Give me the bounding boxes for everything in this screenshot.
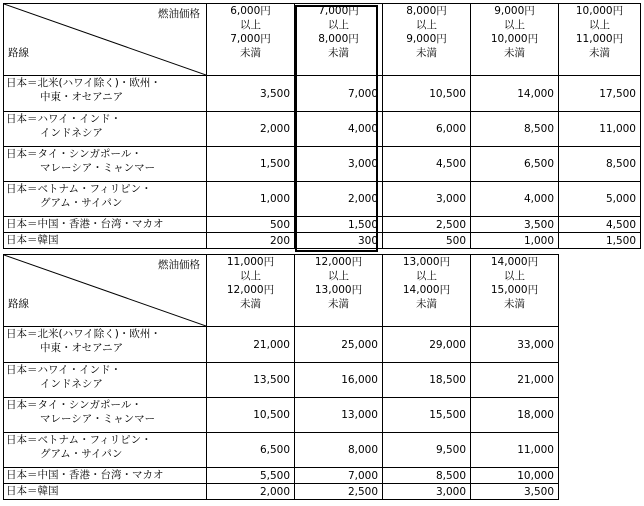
table-row <box>4 468 559 484</box>
price-range-header: 6,000円 以上 7,000円 未満 <box>207 4 295 76</box>
surcharge-value: 8,000 <box>295 433 383 468</box>
surcharge-value: 500 <box>383 233 471 249</box>
surcharge-value: 14,000 <box>471 76 559 112</box>
surcharge-value: 9,500 <box>383 433 471 468</box>
route-label: 日本＝韓国 <box>4 233 207 249</box>
surcharge-value: 3,500 <box>471 217 559 233</box>
surcharge-value: 2,000 <box>207 484 295 500</box>
surcharge-value: 13,500 <box>207 363 295 398</box>
route-header: 路線 <box>8 47 29 59</box>
surcharge-value: 13,000 <box>295 398 383 433</box>
table-row <box>4 182 641 217</box>
surcharge-value: 8,500 <box>471 112 559 147</box>
table-row <box>4 398 559 433</box>
surcharge-value: 200 <box>207 233 295 249</box>
surcharge-value: 10,500 <box>383 76 471 112</box>
surcharge-value: 11,000 <box>471 433 559 468</box>
table-row <box>4 327 559 363</box>
surcharge-value: 6,500 <box>471 147 559 182</box>
price-range-header: 12,000円 以上 13,000円 未満 <box>295 255 383 327</box>
surcharge-table-2 <box>3 254 559 500</box>
route-header: 路線 <box>8 298 29 310</box>
surcharge-value: 300 <box>295 233 383 249</box>
price-range-header: 7,000円 以上 8,000円 未満 <box>295 4 383 76</box>
surcharge-value: 29,000 <box>383 327 471 363</box>
surcharge-value: 3,000 <box>383 182 471 217</box>
route-label: 日本＝北米(ハワイ除く)・欧州・ 中東・オセアニア <box>4 327 207 363</box>
surcharge-value: 1,500 <box>559 233 641 249</box>
surcharge-value: 5,000 <box>559 182 641 217</box>
price-range-header: 13,000円 以上 14,000円 未満 <box>383 255 471 327</box>
surcharge-value: 5,500 <box>207 468 295 484</box>
price-range-header: 10,000円 以上 11,000円 未満 <box>559 4 641 76</box>
surcharge-value: 6,000 <box>383 112 471 147</box>
route-label: 日本＝ハワイ・インド・ インドネシア <box>4 112 207 147</box>
surcharge-value: 3,000 <box>295 147 383 182</box>
route-label: 日本＝ベトナム・フィリピン・ グアム・サイパン <box>4 182 207 217</box>
route-label: 日本＝北米(ハワイ除く)・欧州・ 中東・オセアニア <box>4 76 207 112</box>
surcharge-value: 1,000 <box>471 233 559 249</box>
route-label: 日本＝韓国 <box>4 484 207 500</box>
surcharge-value: 10,000 <box>471 468 559 484</box>
surcharge-value: 1,500 <box>207 147 295 182</box>
surcharge-value: 7,000 <box>295 76 383 112</box>
surcharge-value: 8,500 <box>559 147 641 182</box>
header-corner-cell <box>4 4 207 76</box>
surcharge-value: 25,000 <box>295 327 383 363</box>
surcharge-value: 21,000 <box>207 327 295 363</box>
table-row <box>4 112 641 147</box>
surcharge-value: 2,500 <box>295 484 383 500</box>
table-row <box>4 233 641 249</box>
header-corner-cell <box>4 255 207 327</box>
route-label: 日本＝ベトナム・フィリピン・ グアム・サイパン <box>4 433 207 468</box>
surcharge-value: 33,000 <box>471 327 559 363</box>
route-label: 日本＝中国・香港・台湾・マカオ <box>4 468 207 484</box>
route-label: 日本＝ハワイ・インド・ インドネシア <box>4 363 207 398</box>
price-range-header: 14,000円 以上 15,000円 未満 <box>471 255 559 327</box>
price-range-header: 11,000円 以上 12,000円 未満 <box>207 255 295 327</box>
surcharge-value: 6,500 <box>207 433 295 468</box>
surcharge-value: 17,500 <box>559 76 641 112</box>
fuel-price-header: 燃油価格 <box>158 259 200 271</box>
table-row <box>4 147 641 182</box>
surcharge-value: 4,500 <box>383 147 471 182</box>
surcharge-value: 2,500 <box>383 217 471 233</box>
price-range-header: 8,000円 以上 9,000円 未満 <box>383 4 471 76</box>
surcharge-value: 4,500 <box>559 217 641 233</box>
route-label: 日本＝タイ・シンガポール・ マレーシア・ミャンマー <box>4 398 207 433</box>
route-label: 日本＝中国・香港・台湾・マカオ <box>4 217 207 233</box>
table-row <box>4 433 559 468</box>
surcharge-value: 7,000 <box>295 468 383 484</box>
surcharge-value: 1,500 <box>295 217 383 233</box>
fuel-price-header: 燃油価格 <box>158 8 200 20</box>
table-row <box>4 76 641 112</box>
route-label: 日本＝タイ・シンガポール・ マレーシア・ミャンマー <box>4 147 207 182</box>
surcharge-value: 15,500 <box>383 398 471 433</box>
surcharge-value: 8,500 <box>383 468 471 484</box>
price-range-header: 9,000円 以上 10,000円 未満 <box>471 4 559 76</box>
surcharge-value: 1,000 <box>207 182 295 217</box>
surcharge-value: 2,000 <box>295 182 383 217</box>
surcharge-value: 18,500 <box>383 363 471 398</box>
surcharge-value: 3,500 <box>207 76 295 112</box>
surcharge-value: 500 <box>207 217 295 233</box>
surcharge-value: 2,000 <box>207 112 295 147</box>
surcharge-value: 3,000 <box>383 484 471 500</box>
surcharge-value: 21,000 <box>471 363 559 398</box>
surcharge-value: 3,500 <box>471 484 559 500</box>
surcharge-value: 11,000 <box>559 112 641 147</box>
table-row <box>4 217 641 233</box>
surcharge-value: 4,000 <box>471 182 559 217</box>
surcharge-value: 4,000 <box>295 112 383 147</box>
surcharge-value: 18,000 <box>471 398 559 433</box>
surcharge-value: 16,000 <box>295 363 383 398</box>
surcharge-table-1 <box>3 3 641 249</box>
table-row <box>4 363 559 398</box>
surcharge-value: 10,500 <box>207 398 295 433</box>
table-row <box>4 484 559 500</box>
